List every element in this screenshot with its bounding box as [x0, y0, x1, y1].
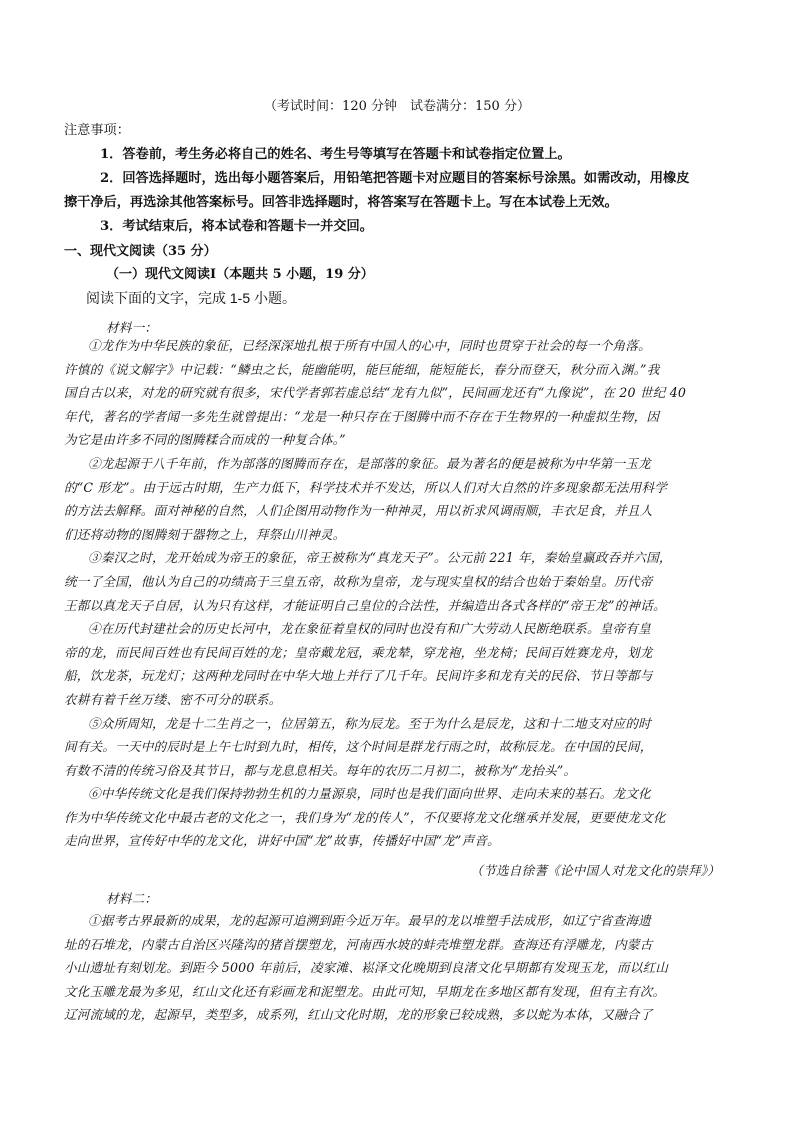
paragraph-line: 辽河流域的龙，起源早，类型多，成系列，红山文化时期，龙的形象已较成熟，多以蛇为本体，又融合了: [64, 1007, 653, 1023]
exam-time-info: （考试时间：120 分钟 试卷满分：150 分）: [264, 99, 530, 114]
note-item: 3．考试结束后，将本试卷和答题卡一并交回。: [100, 219, 373, 234]
note-item-continued: 擦干净后，再选涂其他答案标号。回答非选择题时，将答案写在答题卡上。写在本试卷上无效。: [64, 195, 618, 210]
paragraph-line: 作为中华传统文化中最古老的文化之一，我们身为“龙的传人”，不仅要将龙文化继承并发展，更要使龙文化: [64, 809, 666, 825]
reading-instruction: 阅读下面的文字，完成 1-5 小题。: [86, 290, 297, 306]
paragraph-line: 间有关。一天中的辰时是上午七时到九时，相传，这个时间是群龙行雨之时，故称辰龙。在中国的民间，: [64, 739, 653, 755]
paragraph-line: ②龙起源于八千年前，作为部落的图腾而存在，是部落的象征。最为著名的便是被称为中华第一玉龙: [88, 455, 651, 471]
paragraph-line: 们还将动物的图腾刻于器物之上，拜祭山川神灵。: [64, 526, 346, 542]
paragraph-line: 的方法去解释。面对神秘的自然，人们企图用动物作为一种神灵，用以祈求风调雨顺，丰衣足食，并且人: [64, 503, 653, 519]
paragraph-line: 船，饮龙茶，玩龙灯；这两种龙同时在中华大地上并行了几千年。民间许多和龙有关的民俗、节日等都与: [64, 668, 653, 684]
paragraph-line: 走向世界，宣传好中华的龙文化，讲好中国“龙”故事，传播好中国“龙”声音。: [64, 833, 500, 849]
paragraph-line: ①龙作为中华民族的象征，已经深深地扎根于所有中国人的心中，同时也贯穿于社会的每一个角落。: [88, 338, 651, 353]
paragraph-line: ⑤众所周知，龙是十二生肖之一，位居第五，称为辰龙。至于为什么是辰龙，这和十二地支对应的时: [88, 715, 651, 731]
note-item: 1．答卷前，考生务必将自己的姓名、考生号等填写在答题卡和试卷指定位置上。: [100, 147, 571, 162]
paragraph-line: 址的石堆龙，内蒙古自治区兴隆沟的猪首摆塑龙，河南西水坡的蚌壳堆塑龙群。查海还有浮雕龙，内蒙古: [64, 936, 653, 952]
material-1-label: 材料一：: [106, 320, 158, 335]
paragraph-line: 为它是由许多不同的图腾糅合而成的一种复合体。”: [64, 432, 346, 448]
paragraph-line: 小山遗址有刻划龙。到距今 5000 年前后，凌家滩、崧泽文化晚期到良渚文化早期都有发现玉龙，而以红山: [64, 960, 669, 976]
subsection-heading: （一）现代文阅读Ⅰ（本题共 5 小题，19 分）: [106, 267, 374, 282]
paragraph-line: ⑥中华传统文化是我们保持勃勃生机的力量源泉，同时也是我们面向世界、走向未来的基石。龙文化: [88, 786, 651, 802]
paragraph-line: ①据考古界最新的成果，龙的起源可追溯到距今近万年。最早的龙以堆塑手法成形，如辽宁省查海遗: [88, 913, 651, 928]
paragraph-line: 统一了全国，他认为自己的功绩高于三皇五帝，故称为皇帝，龙与现实皇权的结合也始于秦始皇。历代帝: [64, 573, 653, 589]
notes-title: 注意事项：: [64, 123, 130, 138]
paragraph-line: 王都以真龙天子自居，认为只有这样，才能证明自己皇位的合法性，并编造出各式各样的“帝王龙”的神话。: [64, 597, 666, 613]
paragraph-line: ④在历代封建社会的历史长河中，龙在象征着皇权的同时也没有和广大劳动人民断绝联系。皇帝有皇: [88, 621, 651, 637]
material-2-text: [64, 909, 730, 1027]
notes-list: [64, 143, 730, 239]
paragraph-line: 帝的龙，而民间百姓也有民间百姓的龙；皇帝戴龙冠，乘龙辇，穿龙袍，坐龙椅；民间百姓赛龙舟，划龙: [64, 644, 653, 660]
paragraph-line: 国自古以来，对龙的研究就有很多，宋代学者郭若虚总结“龙有九似”，民间画龙还有“九像说”，在 20 世纪 40: [64, 385, 687, 401]
paragraph-line: 许慎的《说文解字》中记载：“鳞虫之长，能幽能明，能巨能细，能短能长，春分而登天，秋分而入渊。”我: [64, 361, 660, 377]
material-1-source: （节选自徐蓍《论中国人对龙文化的崇拜》）: [470, 863, 720, 878]
note-item: 2．回答选择题时，选出每小题答案后，用铅笔把答题卡对应题目的答案标号涂黑。如需改动，用橡皮: [100, 171, 690, 186]
paragraph-line: 文化玉雕龙最为多见，红山文化还有彩画龙和泥塑龙。由此可知，早期龙在多地区都有发现，但有主有次。: [64, 983, 666, 999]
material-1-text: [64, 334, 730, 853]
paragraph-line: 年代，著名的学者闻一多先生就曾提出：“龙是一种只存在于图腾中而不存在于生物界的一种虚拟生物，因: [64, 408, 660, 424]
paragraph-line: ③秦汉之时，龙开始成为帝王的象征，帝王被称为“真龙天子”。公元前 221 年，秦始皇赢政吞并六国，: [88, 550, 672, 566]
paragraph-line: 农耕有着千丝万缕、密不可分的联系。: [64, 691, 282, 707]
paragraph-line: 的“C 形龙”。由于远古时期，生产力低下，科学技术并不发达，所以人们对大自然的许多现象都无法用科学: [64, 479, 668, 495]
section-heading: 一、现代文阅读（35 分）: [64, 244, 217, 259]
material-2-label: 材料二：: [106, 891, 158, 906]
paragraph-line: 有数不清的传统习俗及其节日，都与龙息息相关。每年的农历二月初二，被称为“龙抬头”。: [64, 762, 577, 778]
